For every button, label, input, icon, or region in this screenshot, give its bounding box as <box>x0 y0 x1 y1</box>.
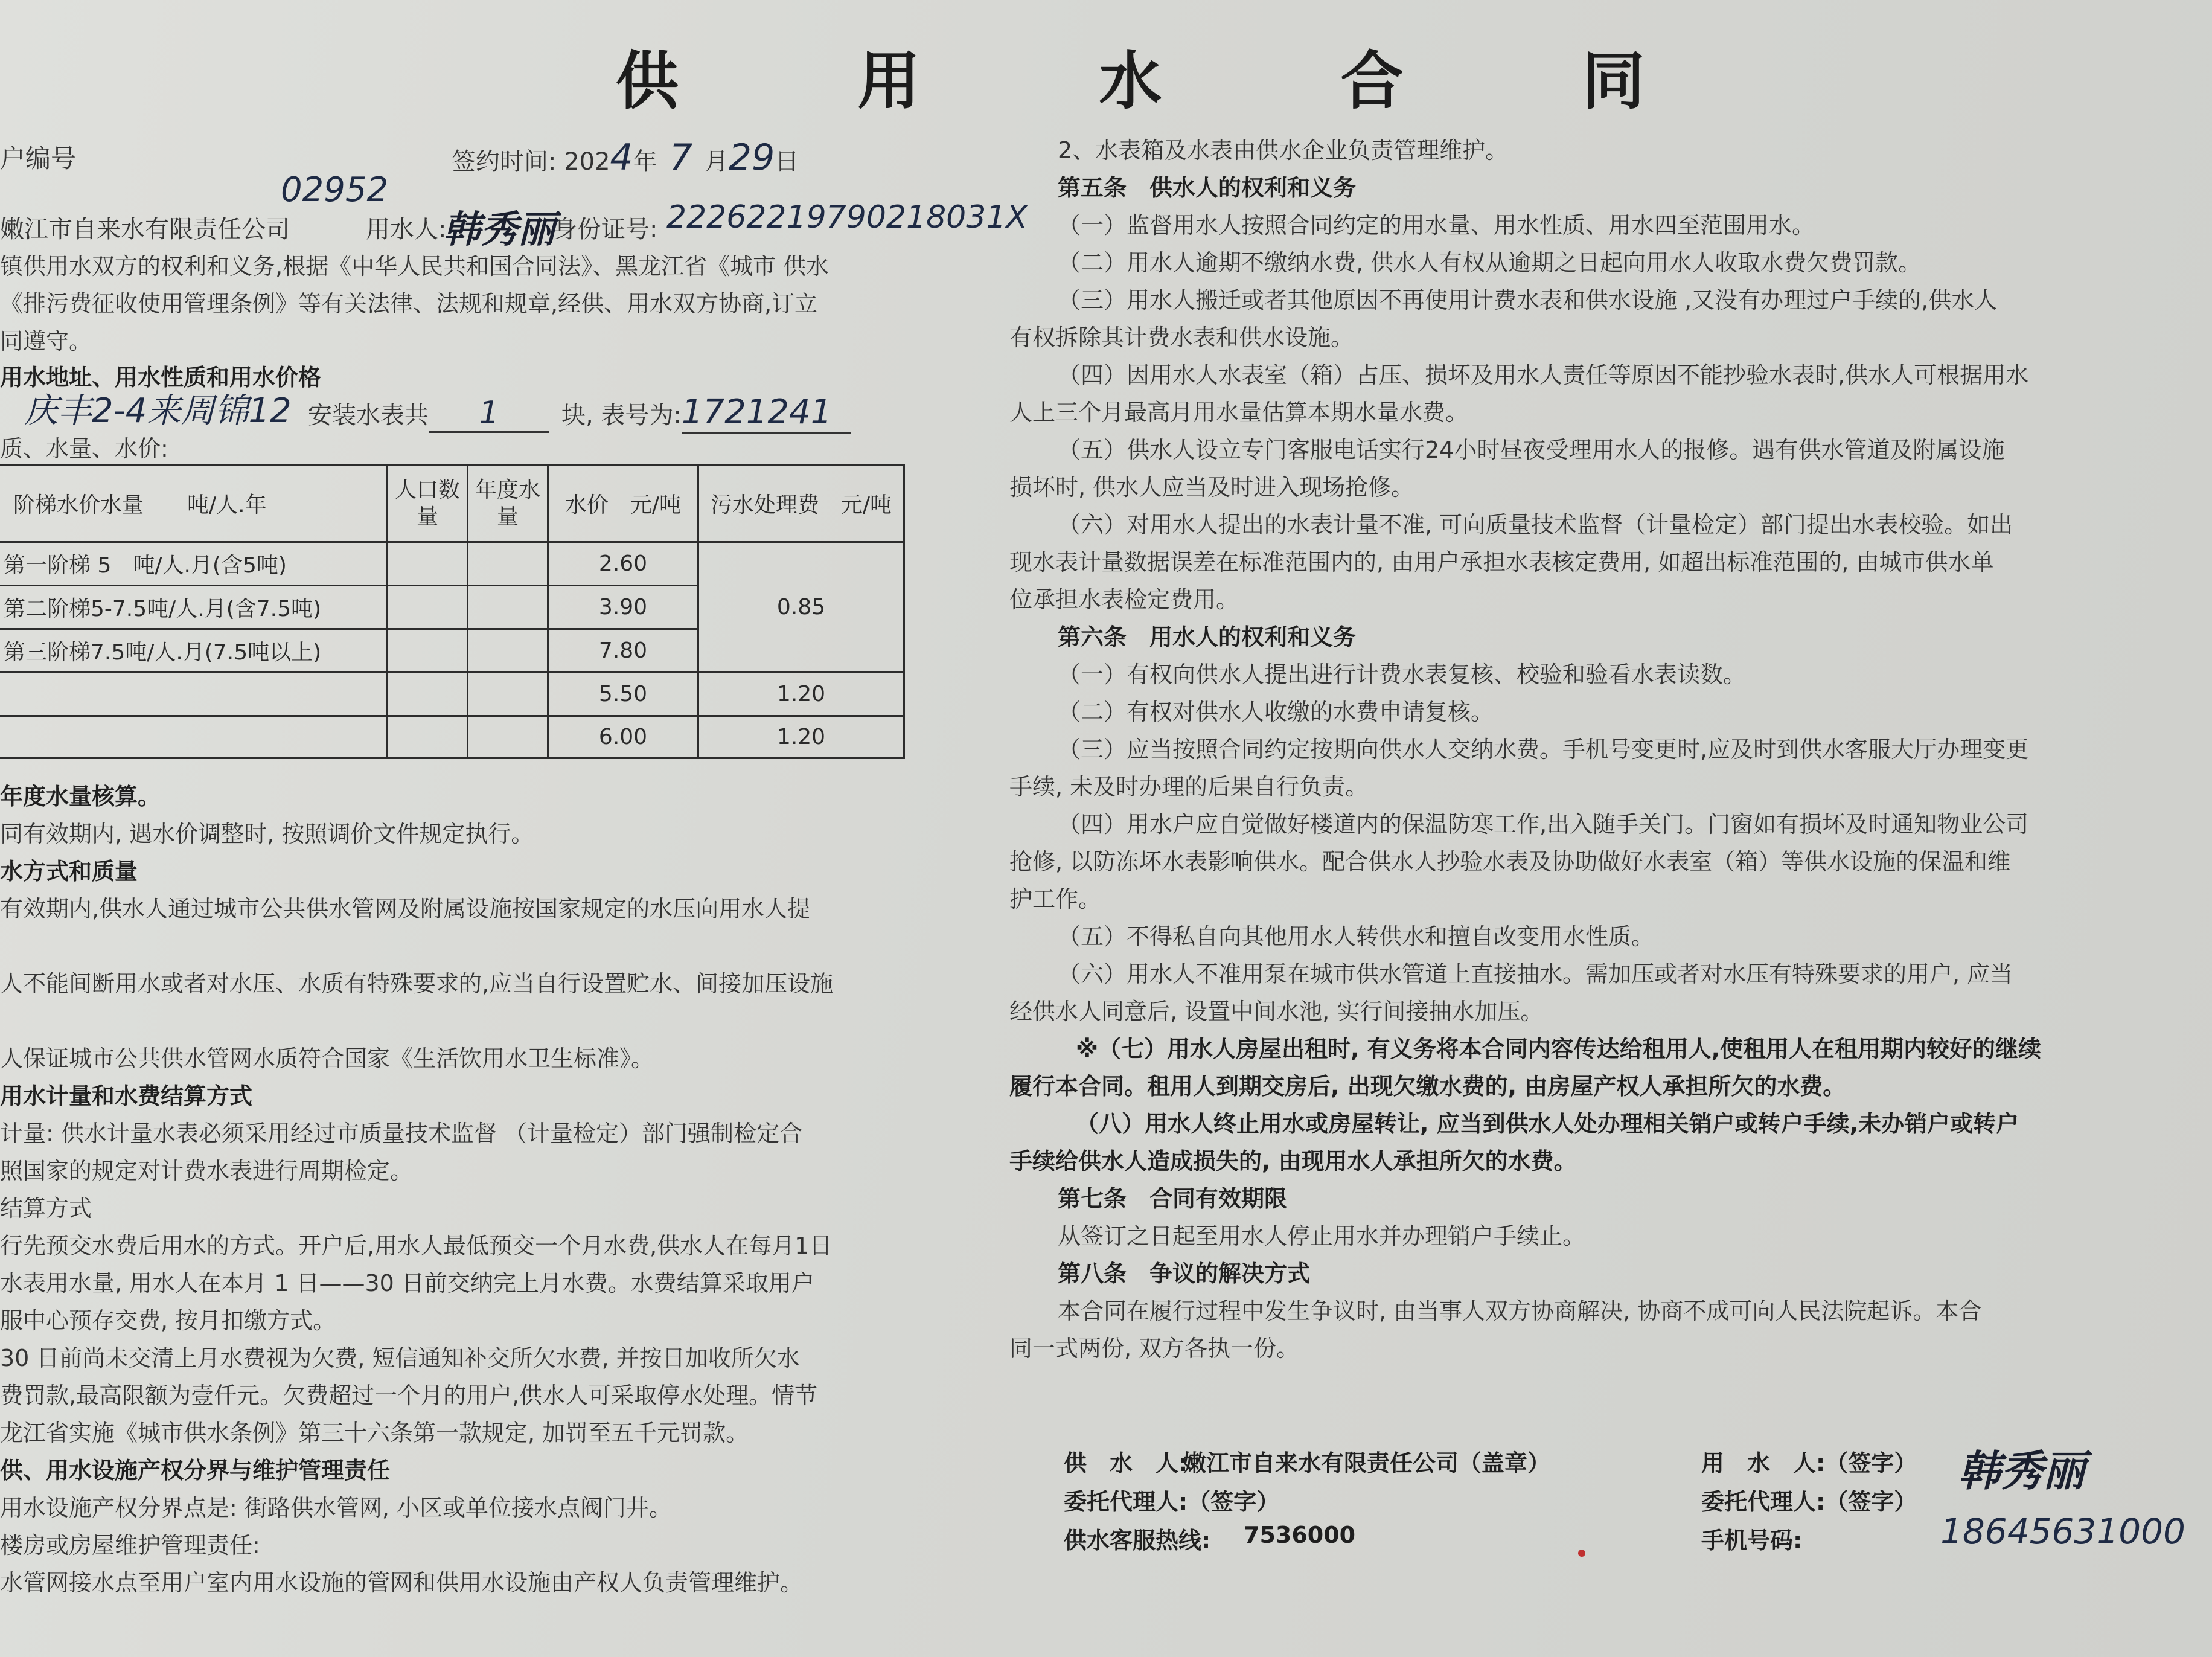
population-cell <box>388 716 468 758</box>
account-number-label: 户编号 <box>0 144 77 173</box>
annual-volume-cell <box>468 673 548 716</box>
left-line: 楼房或房屋维护管理责任: <box>0 1532 260 1559</box>
right-line: ※（七）用水人房屋出租时, 有义务将本合同内容传达给租用人,使租用人在租用期内较好的继续 <box>1076 1036 2042 1062</box>
left-line: 有效期内,供水人通过城市公共供水管网及附属设施按国家规定的水压向用水人提 <box>0 896 811 922</box>
right-line: 损坏时, 供水人应当及时进入现场抢修。 <box>1009 474 1414 501</box>
right-line: 同一式两份, 双方各执一份。 <box>1009 1335 1300 1362</box>
annual-volume-cell <box>468 586 548 629</box>
intro-line: 《排污费征收使用管理条例》等有关法律、法规和规章,经供、用水双方协商,订立 <box>0 290 818 317</box>
table-row <box>0 542 904 586</box>
right-line: 履行本合同。租用人到期交房后, 出现欠缴水费的, 由房屋产权人承担所欠的水费。 <box>1009 1073 1846 1100</box>
left-line: 水表用水量, 用水人在本月 1 日——30 日前交纳完上月水费。水费结算采取用户 <box>0 1270 814 1296</box>
table-row <box>0 716 904 758</box>
right-line: （一）有权向供水人提出进行计费水表复核、校验和验看水表读数。 <box>1058 661 1747 688</box>
price-intro: 质、水量、水价: <box>0 435 168 462</box>
table-header: 人口数量 <box>388 465 468 542</box>
right-line: 本合同在履行过程中发生争议时, 由当事人双方协商解决, 协商不成可向人民法院起诉。本合 <box>1058 1298 1982 1324</box>
right-line: （六）用水人不准用泵在城市供水管道上直接抽水。需加压或者对水压有特殊要求的用户, 应当 <box>1058 961 2013 987</box>
tier-cell: 第三阶梯7.5吨/人.月(7.5吨以上) <box>0 629 388 673</box>
sign-date: 签约时间: 2024年 7 月29日 <box>452 136 799 179</box>
right-line: 人上三个月最高月用水量估算本期水量水费。 <box>1009 399 1469 426</box>
account-number-value: 02952 <box>281 170 389 210</box>
user-signature: 韩秀丽 <box>1958 1446 2085 1496</box>
right-line: 手续给供水人造成损失的, 由现用水人承担所欠的水费。 <box>1009 1148 1577 1175</box>
population-cell <box>388 673 468 716</box>
tier-cell: 第二阶梯5-7.5吨/人.月(含7.5吨) <box>0 586 388 629</box>
user-agent-label: 委托代理人:（签字） <box>1701 1489 1917 1515</box>
tier-cell <box>0 716 388 758</box>
left-line: 30 日前尚未交清上月水费视为欠费, 短信通知补交所欠水费, 并按日加收所欠水 <box>0 1345 800 1371</box>
right-line: （四）用水户应自觉做好楼道内的保温防寒工作,出入随手关门。门窗如有损坏及时通知物业公司 <box>1058 811 2029 838</box>
user-name-handwritten: 韩秀丽 <box>443 207 556 251</box>
price-cell: 6.00 <box>548 716 698 758</box>
table-header: 污水处理费 元/吨 <box>698 465 904 542</box>
right-line: 现水表计量数据误差在标准范围内的, 由用户承担水表核定费用, 如超出标准范围的, 由城市供水单 <box>1009 549 1994 575</box>
phone-label: 手机号码: <box>1701 1527 1803 1554</box>
left-line: 计量: 供水计量水表必须采用经过市质量技术监督 （计量检定）部门强制检定合 <box>0 1120 802 1147</box>
table-row <box>0 673 904 716</box>
left-line: 年度水量核算。 <box>0 783 161 810</box>
intro-line: 同遵守。 <box>0 328 92 354</box>
table-header: 阶梯水价水量 吨/人.年 <box>0 465 388 542</box>
right-line: 从签订之日起至用水人停止用水并办理销户手续止。 <box>1058 1223 1586 1249</box>
right-line: （一）监督用水人按照合同约定的用水量、用水性质、用水四至范围用水。 <box>1058 212 1815 239</box>
user-sign-label: 用 水 人:（签字） <box>1701 1450 1917 1476</box>
right-line: （二）用水人逾期不缴纳水费, 供水人有权从逾期之日起向用水人收取水费欠费罚款。 <box>1058 249 1922 276</box>
right-line: （二）有权对供水人收缴的水费申请复核。 <box>1058 699 1494 725</box>
right-line: 第六条 用水人的权利和义务 <box>1058 624 1357 650</box>
annual-volume-cell <box>468 629 548 673</box>
table-header: 水价 元/吨 <box>548 465 698 542</box>
price-cell: 2.60 <box>548 542 698 586</box>
sewage-cell: 1.20 <box>698 716 904 758</box>
right-line: 第八条 争议的解决方式 <box>1058 1260 1311 1287</box>
price-cell: 7.80 <box>548 629 698 673</box>
right-line: 位承担水表检定费用。 <box>1009 586 1239 613</box>
right-line: 第五条 供水人的权利和义务 <box>1058 175 1357 201</box>
supplier-agent-label: 委托代理人:（签字） <box>1064 1489 1280 1515</box>
left-line: 照国家的规定对计费水表进行周期检定。 <box>0 1158 414 1184</box>
left-line: 服中心预存交费, 按月扣缴方式。 <box>0 1307 336 1334</box>
supplier-label: 供 水 人: <box>1064 1450 1188 1476</box>
left-line: 用水设施产权分界点是: 街路供水管网, 小区或单位接水点阀门井。 <box>0 1495 673 1521</box>
hotline-label: 供水客服热线: <box>1064 1527 1211 1554</box>
hotline-value: 7536000 <box>1244 1522 1356 1548</box>
left-line: 用水计量和水费结算方式 <box>0 1083 253 1109</box>
sewage-cell: 0.85 <box>698 542 904 673</box>
right-line: （六）对用水人提出的水表计量不准, 可向质量技术监督（计量检定）部门提出水表校验。如出 <box>1058 511 2013 538</box>
right-line: 2、水表箱及水表由供水企业负责管理维护。 <box>1058 137 1509 164</box>
phone-handwritten: 18645631000 <box>1940 1511 2185 1552</box>
left-line: 费罚款,最高限额为壹仟元。欠费超过一个月的用户,供水人可采取停水处理。情节 <box>0 1382 818 1409</box>
left-line: 人保证城市公共供水管网水质符合国家《生活饮用水卫生标准》。 <box>0 1045 654 1072</box>
population-cell <box>388 629 468 673</box>
right-line: （八）用水人终止用水或房屋转让, 应当到供水人处办理相关销户或转户手续,未办销户或转户 <box>1076 1111 2019 1137</box>
left-line: 水方式和质量 <box>0 858 138 885</box>
left-line: 供、用水设施产权分界与维护管理责任 <box>0 1457 391 1484</box>
table-header: 年度水量 <box>468 465 548 542</box>
left-line: 水管网接水点至用户室内用水设施的管网和供用水设施由产权人负责管理维护。 <box>0 1569 804 1596</box>
annual-volume-cell <box>468 542 548 586</box>
right-line: 手续, 未及时办理的后果自行负责。 <box>1009 774 1369 800</box>
right-line: 第七条 合同有效期限 <box>1058 1185 1288 1212</box>
right-line: 经供水人同意后, 设置中间水池, 实行间接抽水加压。 <box>1009 998 1544 1025</box>
supplier-name: 嫩江市自来水有限责任公司 <box>0 216 290 243</box>
right-line: （五）供水人设立专门客服电话实行24小时昼夜受理用水人的报修。遇有供水管道及附属设施 <box>1058 437 2005 463</box>
right-line: （五）不得私自向其他用水人转供水和擅自改变用水性质。 <box>1058 923 1655 950</box>
id-label: 身份证号: <box>553 216 658 243</box>
annual-volume-cell <box>468 716 548 758</box>
left-line: 行先预交水费后用水的方式。开户后,用水人最低预交一个月水费,供水人在每月1日 <box>0 1232 833 1259</box>
supplier-value: 嫩江市自来水有限责任公司（盖章） <box>1183 1450 1551 1476</box>
id-number-handwritten: 22262219790218031X <box>666 199 1028 236</box>
right-line: （四）因用水人水表室（箱）占压、损坏及用水人责任等原因不能抄验水表时,供水人可根据用水 <box>1058 362 2029 388</box>
right-line: 有权拆除其计费水表和供水设施。 <box>1009 324 1354 351</box>
left-line: 同有效期内, 遇水价调整时, 按照调价文件规定执行。 <box>0 821 534 847</box>
meter-count-line: 安装水表共 1 块, 表号为:1721241 <box>308 393 851 434</box>
document-title: 供 用 水 合 同 <box>616 43 1724 118</box>
population-cell <box>388 586 468 629</box>
intro-line: 镇供用水双方的权利和义务,根据《中华人民共和国合同法》、黑龙江省《城市 供水 <box>0 253 830 280</box>
right-line: （三）用水人搬迁或者其他原因不再使用计费水表和供水设施 ,又没有办理过户手续的,供水人 <box>1058 287 1998 313</box>
left-line: 人不能间断用水或者对水压、水质有特殊要求的,应当自行设置贮水、间接加压设施 <box>0 970 834 997</box>
user-label: 用水人: <box>366 216 447 243</box>
right-line: 抢修, 以防冻坏水表影响供水。配合供水人抄验水表及协助做好水表室（箱）等供水设施的保温和维 <box>1009 848 2011 875</box>
tier-cell <box>0 673 388 716</box>
price-cell: 3.90 <box>548 586 698 629</box>
sewage-cell: 1.20 <box>698 673 904 716</box>
address-handwritten: 庆丰2-4来周锦12 <box>24 391 292 431</box>
right-line: 护工作。 <box>1009 886 1102 912</box>
tier-cell: 第一阶梯 5 吨/人.月(含5吨) <box>0 542 388 586</box>
ink-dot <box>1578 1550 1585 1557</box>
price-table <box>0 464 905 759</box>
price-cell: 5.50 <box>548 673 698 716</box>
left-line: 龙江省实施《城市供水条例》第三十六条第一款规定, 加罚至五千元罚款。 <box>0 1420 749 1446</box>
population-cell <box>388 542 468 586</box>
right-line: （三）应当按照合同约定按期向供水人交纳水费。手机号变更时,应及时到供水客服大厅办理变更 <box>1058 736 2029 763</box>
left-line: 结算方式 <box>0 1195 92 1222</box>
section-heading: 用水地址、用水性质和用水价格 <box>0 364 322 391</box>
